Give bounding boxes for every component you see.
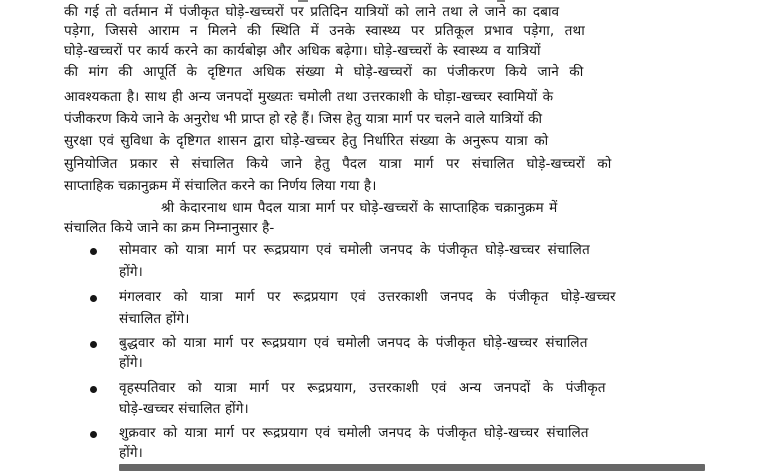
section-intro-line: संचालित किये जाने का क्रम निम्नानुसार है-	[64, 220, 275, 236]
bullet-item-text: संचालित होंगे।	[119, 311, 190, 327]
bullet-marker	[90, 248, 97, 255]
paragraph-line: पड़ेगा, जिससे आराम न मिलने की स्थिति में उनके स्वास्थ्य पर प्रतिकूल प्रभाव पड़ेगा, तथा	[64, 23, 585, 39]
bullet-item-text: होंगे।	[119, 355, 143, 371]
paragraph-line: सुरक्षा एवं सुविधा के दृष्टिगत शासन द्वारा घोड़े-खच्चर हेतु निर्धारित संख्या के अनुरूप यात्रा को	[64, 133, 549, 149]
bullet-marker	[90, 386, 97, 393]
bullet-item-text: होंगे।	[119, 445, 143, 461]
paragraph-line: की गई तो वर्तमान में पंजीकृत घोड़े-खच्चरों पर प्रतिदिन यात्रियों को लाने तथा ले जाने का दबाव	[64, 4, 560, 20]
paragraph-line: आवश्यकता है। साथ ही अन्य जनपदों मुख्यतः चमोली तथा उत्तरकाशी के घोड़ा-खच्चर स्वामियों के	[64, 89, 554, 105]
section-intro-line: श्री केदारनाथ धाम पैदल यात्रा मार्ग पर घोड़े-खच्चरों के साप्ताहिक चक्रानुक्रम में	[161, 200, 558, 216]
bullet-item-text: मंगलवार को यात्रा मार्ग पर रूद्रप्रयाग एवं उत्तरकाशी जनपद के पंजीकृत घोड़े-खच्चर	[119, 289, 616, 305]
bullet-marker	[90, 431, 97, 438]
bullet-item-text: घोड़े-खच्चर संचालित होंगे।	[119, 401, 249, 417]
bullet-item-text: सोमवार को यात्रा मार्ग पर रूद्रप्रयाग एवं चमोली जनपद के पंजीकृत घोड़े-खच्चर संचालित	[119, 242, 590, 258]
paragraph-line: साप्ताहिक चक्रानुक्रम में संचालित करने का निर्णय लिया गया है।	[64, 178, 377, 194]
paragraph-line: सुनियोजित प्रकार से संचालित किये जाने हेतु पैदल यात्रा मार्ग पर संचालित घोड़े-खच्चरों को	[64, 156, 612, 172]
bullet-item-text: शुक्रवार को यात्रा मार्ग पर रूद्रप्रयाग एवं चमोली जनपद के पंजीकृत घोड़े-खच्चर संचालित	[119, 425, 589, 441]
bullet-item-text: होंगे।	[119, 264, 143, 280]
bullet-marker	[90, 341, 97, 348]
cropped-text-fragment-top	[298, 0, 308, 2]
bullet-item-text: बुद्धवार को यात्रा मार्ग पर रूद्रप्रयाग एवं चमोली जनपद के पंजीकृत घोड़े-खच्चर संचालित	[119, 335, 588, 351]
bullet-item-text: वृहस्पतिवार को यात्रा मार्ग पर रूद्रप्रयाग, उत्तरकाशी एवं अन्य जनपदों के पंजीकृत	[119, 380, 606, 396]
bullet-marker	[90, 295, 97, 302]
cropped-text-fragment-top	[497, 0, 505, 2]
paragraph-line: की मांग की आपूर्ति के दृष्टिगत अधिक संख्या मे घोड़े-खच्चरों का पंजीकरण किये जाने की	[64, 64, 584, 80]
paragraph-line: पंजीकरण किये जाने के अनुरोध भी प्राप्त हो रहे हैं। जिस हेतु यात्रा मार्ग पर चलने वाले यात्रियों की	[64, 111, 543, 127]
paragraph-line: घोड़े-खच्चरों पर कार्य करने का कार्यबोझ और अधिक बढ़ेगा। घोड़े-खच्चरों के स्वास्थ्य व यात्रियों	[64, 43, 541, 59]
